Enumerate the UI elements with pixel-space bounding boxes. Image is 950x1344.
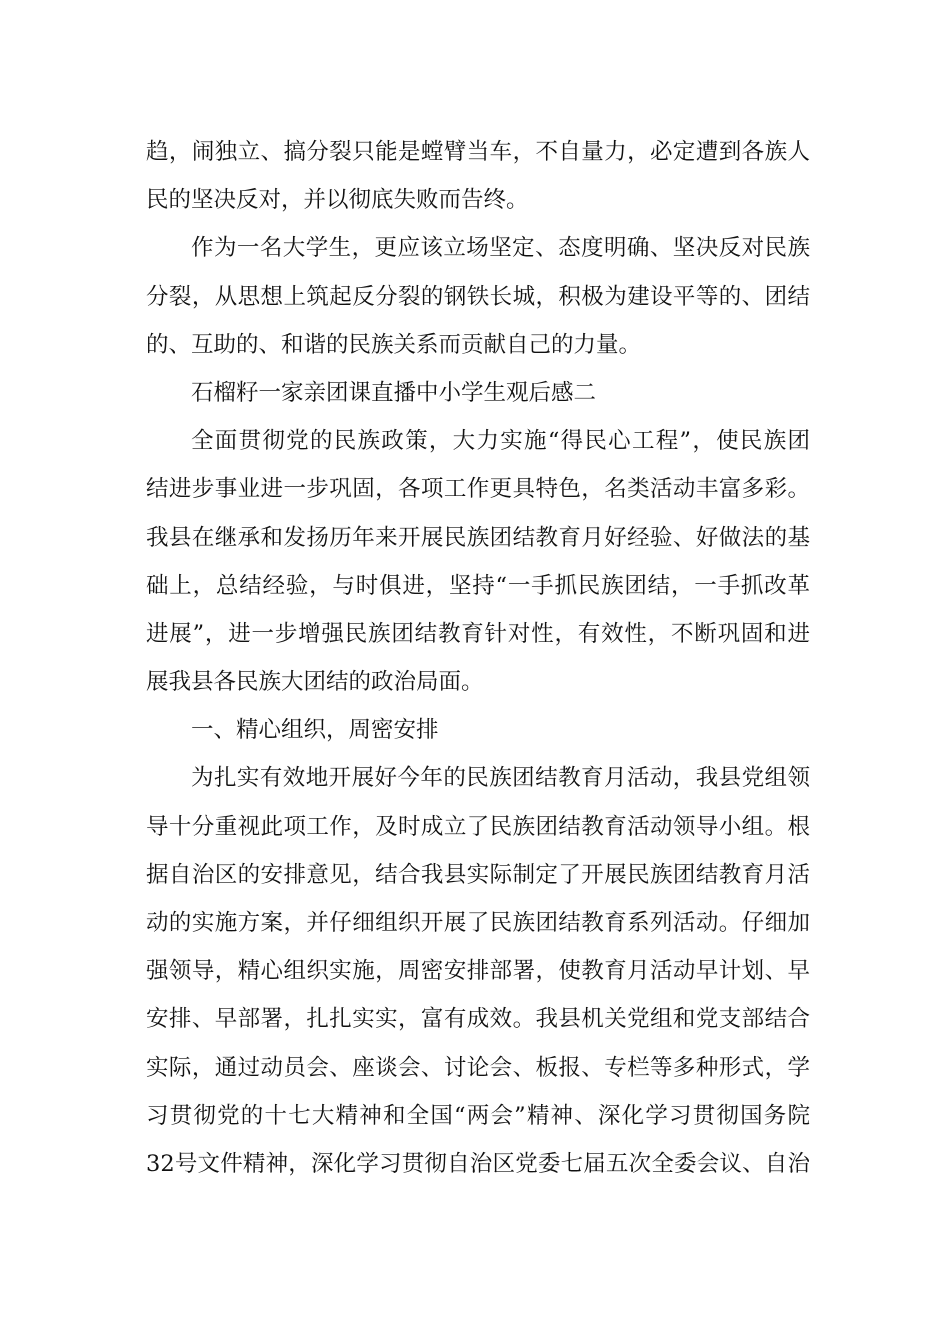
text-line: 作为一名大学生，更应该立场坚定、态度明确、坚决反对民族 <box>191 235 810 262</box>
text-line: 导十分重视此项工作，及时成立了民族团结教育活动领导小组。根 <box>146 813 810 840</box>
text-line: 为扎实有效地开展好今年的民族团结教育月活动，我县党组领 <box>191 765 810 792</box>
text-line: 的、互助的、和谐的民族关系而贡献自己的力量。 <box>146 331 642 358</box>
text-line: 强领导，精心组织实施，周密安排部署，使教育月活动早计划、早 <box>146 958 810 985</box>
text-line: 据自治区的安排意见，结合我县实际制定了开展民族团结教育月活 <box>146 861 810 888</box>
text-line: 趋，闹独立、搞分裂只能是螳臂当车，不自量力，必定遭到各族人 <box>146 139 810 165</box>
text-line: 实际，通过动员会、座谈会、讨论会、板报、专栏等多种形式，学 <box>146 1054 810 1081</box>
text-line: 一、精心组织，周密安排 <box>191 717 439 744</box>
text-line: 全面贯彻党的民族政策，大力实施“得民心工程”，使民族团 <box>191 428 810 455</box>
text-line: 32号文件精神，深化学习贯彻自治区党委七届五次全委会议、自治 <box>146 1150 810 1177</box>
text-line: 安排、早部署，扎扎实实，富有成效。我县机关党组和党支部结合 <box>146 1006 810 1033</box>
text-line: 结进步事业进一步巩固，各项工作更具特色，名类活动丰富多彩。 <box>146 476 810 503</box>
text-line: 展我县各民族大团结的政治局面。 <box>146 669 484 696</box>
text-line: 习贯彻党的十七大精神和全国“两会”精神、深化学习贯彻国务院 <box>146 1102 810 1129</box>
text-line: 石榴籽一家亲团课直播中小学生观后感二 <box>191 379 597 406</box>
text-line: 动的实施方案，并仔细组织开展了民族团结教育系列活动。仔细加 <box>146 910 810 936</box>
text-line: 民的坚决反对，并以彻底失败而告终。 <box>146 187 529 214</box>
text-line: 我县在继承和发扬历年来开展民族团结教育月好经验、好做法的基 <box>146 524 810 551</box>
text-line: 分裂，从思想上筑起反分裂的钢铁长城，积极为建设平等的、团结 <box>146 283 810 310</box>
text-line: 进展”，进一步增强民族团结教育针对性，有效性，不断巩固和进 <box>146 620 810 647</box>
body-text <box>146 128 810 1188</box>
text-line: 础上，总结经验，与时俱进，坚持“一手抓民族团结，一手抓改革 <box>146 572 810 599</box>
